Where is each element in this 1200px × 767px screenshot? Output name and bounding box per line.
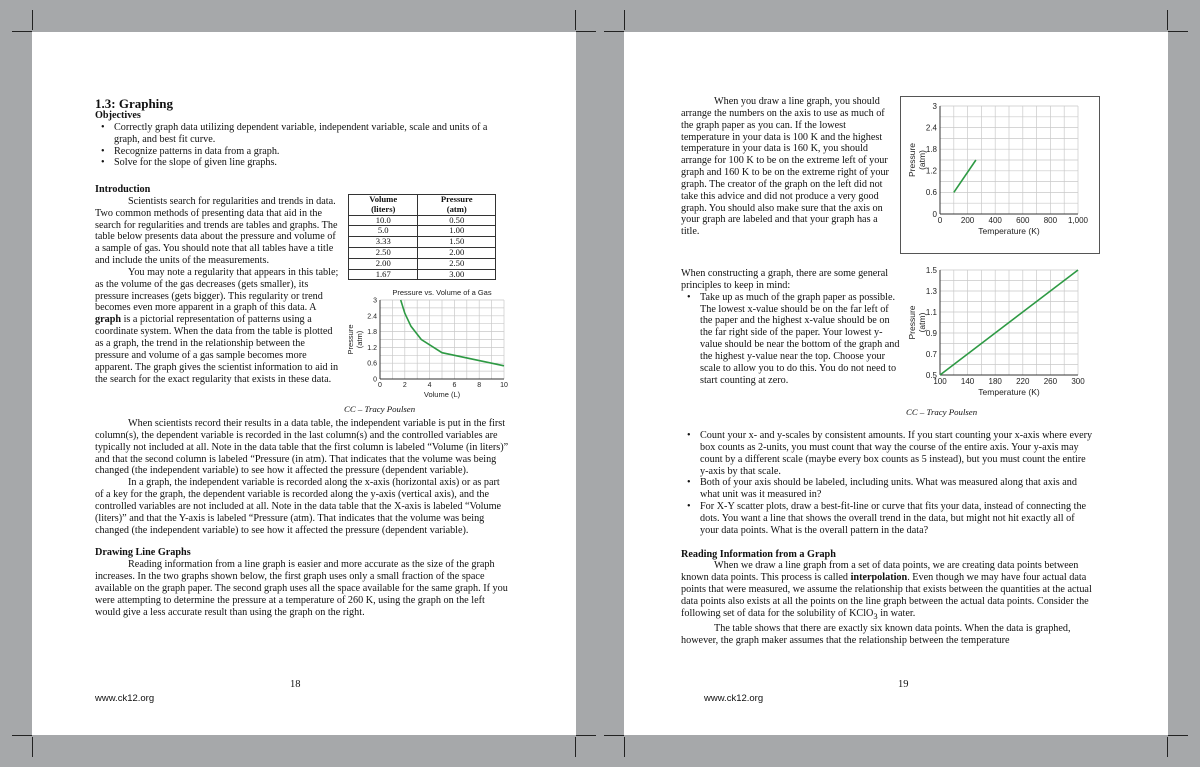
objective-item: • Solve for the slope of given line graphs. xyxy=(95,157,509,169)
footer-url[interactable]: www.ck12.org xyxy=(95,693,155,704)
text-run: is a pictorial representation of patterns using a coordinate system. When the data from the table is plotted as a graph, the trend in the relationship between the pressure and volume of a gas sample becomes more apparent. The graph gives the scientist information to aid in the search for the exact regularity that exists in these data. xyxy=(95,314,339,385)
table-cell: 2.50 xyxy=(418,258,496,269)
principles-list xyxy=(681,292,903,387)
subscript: 3 xyxy=(873,610,878,621)
x-tick-label: 8 xyxy=(477,382,482,389)
x-tick-label: 140 xyxy=(960,377,975,386)
temperature-pressure-chart-small xyxy=(900,96,1100,254)
x-tick-label: 6 xyxy=(452,382,457,389)
pressure-volume-chart xyxy=(340,286,508,404)
body-paragraph: Reading information from a line graph is easier and more accurate as the size of the graph increases. In the two graphs shown below, the first graph uses only a small fraction of the space available on the graph paper. The second graph uses all the space available for the same graph. If you were attempting to determine the pressure at a temperature of 260 K, using the graph on the left would give a less accurate result than using the graph on the right. xyxy=(95,559,508,618)
bold-term: interpolation xyxy=(850,572,908,584)
table-row xyxy=(349,237,496,248)
intro-heading: Introduction xyxy=(95,184,151,195)
page-title: 1.3: Graphing xyxy=(95,96,174,111)
crop-mark xyxy=(1167,10,1168,30)
x-axis-label: Temperature (K) xyxy=(978,387,1040,397)
principle-item: • Both of your axis should be labeled, including units. What was measured along that axis and what unit was it measured in? xyxy=(681,477,1095,501)
principles-list xyxy=(681,430,1095,537)
table-cell: 10.0 xyxy=(349,215,418,226)
crop-mark xyxy=(32,737,33,757)
y-axis-label: (atm) xyxy=(917,312,927,333)
table-cell: 1.00 xyxy=(418,226,496,237)
bold-term: graph xyxy=(95,314,122,326)
page-number: 18 xyxy=(290,679,301,690)
y-tick-label: 3 xyxy=(932,101,937,111)
table-row xyxy=(349,226,496,237)
y-tick-label: 1.3 xyxy=(925,286,937,296)
y-tick-label: 1.8 xyxy=(367,329,377,337)
objectives-list xyxy=(95,122,509,169)
text-run: When we draw a line graph from a set of data points, we are creating data points between known data points. This process is called xyxy=(681,560,1079,584)
table-cell: 3.33 xyxy=(349,237,418,248)
header-text: Volume xyxy=(369,194,398,204)
principle-item: • Count your x- and y-scales by consistent amounts. If you start counting your x-axis where every box counts as 2-units, you must count that way the course of the entire axis. Your y-axis may count by a different scale (maybe every box counts as 5 instead), but you must count the entire y-axis by that scale. xyxy=(681,430,1095,477)
x-tick-label: 10 xyxy=(500,382,508,389)
y-tick-label: 1.1 xyxy=(925,307,937,317)
objective-item: • Recognize patterns in data from a graph. xyxy=(95,146,509,158)
page-number: 19 xyxy=(898,679,909,690)
x-axis-label: Volume (L) xyxy=(423,390,461,399)
table-cell: 2.00 xyxy=(418,247,496,258)
x-tick-label: 0 xyxy=(378,382,382,389)
y-tick-label: 0.5 xyxy=(925,370,937,380)
body-paragraph: When you draw a line graph, you should arrange the numbers on the axis to use as much of the graph paper as you can. If the lowest temperature in your data is 100 K and the highest temperature in your data is 160 K, you should arrange for 100 K to be on the extreme left of your graph and 160 K to be on the extreme right of your graph. The creator of the graph on the left did not take this advice and did not produce a very good graph. You should also make sure that the axis on your graph are labeled and that your graph has a title. xyxy=(681,96,889,238)
table-cell: 1.67 xyxy=(349,269,418,280)
drawing-heading: Drawing Line Graphs xyxy=(95,547,191,559)
y-axis-label: Pressure xyxy=(907,305,917,340)
table-header-row xyxy=(349,195,496,216)
x-tick-label: 400 xyxy=(988,216,1002,225)
x-tick-label: 220 xyxy=(1016,377,1030,386)
body-paragraph: When scientists record their results in a data table, the independent variable is put in the first column(s), the dependent variable is recorded in the last column(s) and the controlled variables are typically not included at all. Note in the data table that the first column is labeled “Volume (in liters)” and that the second column is labeled “Pressure (in atm). That indicates that the volume was being changed (the independent variable) to see how it affected the pressure (dependent variable). xyxy=(95,418,509,477)
y-axis-label: Pressure xyxy=(346,324,355,355)
pressure-volume-table xyxy=(348,194,496,280)
text-run: in water. xyxy=(877,607,916,619)
objectives-heading: Objectives xyxy=(95,110,141,121)
body-paragraph: When constructing a graph, there are some general principles to keep in mind: xyxy=(681,268,889,291)
body-paragraph: The table shows that there are exactly six known data points. When the data is graphed, however, the graph maker assumes that the relationship between the temperature xyxy=(681,622,1071,646)
y-tick-label: 1.5 xyxy=(925,265,937,275)
y-tick-label: 1.2 xyxy=(925,166,937,176)
crop-mark xyxy=(12,31,32,32)
x-tick-label: 1,000 xyxy=(1067,216,1089,225)
intro-column xyxy=(95,184,340,385)
principle-item: • For X-Y scatter plots, draw a best-fit-line or curve that fits your data, instead of connecting the dots. You want a line that shows the overall trend in the data, but might not hit exactly all of your data points. What is the overall pattern in the data? xyxy=(681,501,1095,537)
objectives-section xyxy=(95,110,509,169)
intro-paragraph xyxy=(95,267,340,385)
y-tick-label: 0 xyxy=(932,209,937,219)
y-tick-label: 3 xyxy=(373,297,377,305)
temperature-pressure-chart-large xyxy=(900,260,1100,406)
y-tick-label: 0.7 xyxy=(925,349,937,359)
crop-mark xyxy=(1167,737,1168,757)
table-cell: 5.0 xyxy=(349,226,418,237)
y-tick-label: 0.6 xyxy=(367,360,377,368)
crop-mark xyxy=(624,10,625,30)
y-tick-label: 2.4 xyxy=(367,313,377,321)
header-text: Pressure xyxy=(440,194,473,204)
y-axis-label: Pressure xyxy=(907,142,917,178)
x-tick-label: 800 xyxy=(1043,216,1058,225)
header-unit: (liters) xyxy=(371,203,396,214)
x-tick-label: 300 xyxy=(1071,377,1085,386)
body-paragraph: In a graph, the independent variable is recorded along the x-axis (horizontal axis) or as part of a key for the graph, the dependent variable is recorded along the y-axis (vertical axis), and the controlled variables are not included at all. Note in the data table that the X-axis is labeled “Volume (liters)” and that the Y-axis is labeled “Pressure (atm). That indicates that the volume was being changed (the independent variable) to see how it affected the pressure (dependent variable). xyxy=(95,477,502,536)
crop-mark xyxy=(12,735,32,736)
x-tick-label: 600 xyxy=(1016,216,1030,225)
x-tick-label: 4 xyxy=(427,382,432,389)
table-row xyxy=(349,269,496,280)
image-credit: CC – Tracy Poulsen xyxy=(344,404,416,414)
x-axis-label: Temperature (K) xyxy=(978,226,1040,236)
y-tick-label: 0.6 xyxy=(925,188,937,198)
crop-mark xyxy=(604,31,624,32)
crop-mark xyxy=(1168,31,1188,32)
chart-title: Pressure vs. Volume of a Gas xyxy=(392,288,492,297)
y-tick-label: 2.4 xyxy=(925,123,937,133)
table-cell: 2.00 xyxy=(349,258,418,269)
reading-heading: Reading Information from a Graph xyxy=(681,548,836,560)
table-row xyxy=(349,215,496,226)
page-right xyxy=(624,32,1168,735)
x-tick-label: 200 xyxy=(960,216,975,225)
table-row xyxy=(349,258,496,269)
y-axis-label: (atm) xyxy=(355,330,364,349)
objective-item: • Correctly graph data utilizing dependent variable, independent variable, scale and units of a graph, and best fit curve. xyxy=(95,122,509,146)
table-cell: 2.50 xyxy=(349,247,418,258)
table-header xyxy=(418,195,496,216)
image-credit: CC – Tracy Poulsen xyxy=(906,407,978,417)
series-line xyxy=(401,300,504,366)
header-unit: (atm) xyxy=(446,203,467,214)
intro-column xyxy=(681,96,889,238)
y-tick-label: 1.2 xyxy=(367,344,377,352)
intro-paragraph: Scientists search for regularities and trends in data. Two common methods of presenting data that aid in the search for regularities and trends are tables and graphs. The table below presents data about the pressure and volume of a sample of gas. You should note that all tables have a title and include the units of the measurements. xyxy=(95,195,338,267)
y-tick-label: 0.9 xyxy=(925,328,937,338)
crop-mark xyxy=(1168,735,1188,736)
crop-mark xyxy=(576,31,596,32)
y-axis-label: (atm) xyxy=(917,150,927,170)
crop-mark xyxy=(604,735,624,736)
x-tick-label: 2 xyxy=(402,382,407,389)
page-left xyxy=(32,32,576,735)
body-paragraph xyxy=(681,560,1095,622)
crop-mark xyxy=(575,10,576,30)
table-cell: 3.00 xyxy=(418,269,496,280)
full-width-text xyxy=(681,430,1095,646)
crop-mark xyxy=(32,10,33,30)
x-tick-label: 0 xyxy=(937,216,943,225)
principle-item: • Take up as much of the graph paper as possible. The lowest x-value should be on the far left of the paper and the highest x-value should be on the far right side of the paper. Your lowest y-value should be near the bottom of the graph and the highest y-value near the top. Choose your scale to allow you to do this. You do not need to start counting at zero. xyxy=(681,292,903,387)
footer-url[interactable]: www.ck12.org xyxy=(704,693,764,704)
text-run: . Even though we may have four actual data points that were measured, we assume the relationship that exists between the quantities at the actual data points also exists at all the points on the line graph between the actual data points. Consider the following set of data for the solubility of KClO xyxy=(681,572,1092,619)
table-cell: 0.50 xyxy=(418,215,496,226)
table-row xyxy=(349,247,496,258)
table-cell: 1.50 xyxy=(418,237,496,248)
principles-column xyxy=(681,268,903,386)
crop-mark xyxy=(576,735,596,736)
table-header xyxy=(349,195,418,216)
x-tick-label: 260 xyxy=(1043,377,1058,386)
y-tick-label: 0 xyxy=(373,376,377,384)
y-tick-label: 1.8 xyxy=(925,145,937,154)
x-tick-label: 180 xyxy=(988,377,1002,386)
text-run: You may note a regularity that appears in this table; as the volume of the gas decreases (gets smaller), its pressure increases (gets bigger). This regularity or trend becomes even more apparent in a graph of this data. A xyxy=(95,266,339,314)
x-tick-label: 100 xyxy=(933,377,947,386)
crop-mark xyxy=(575,737,576,757)
crop-mark xyxy=(624,737,625,757)
full-width-text xyxy=(95,418,510,619)
